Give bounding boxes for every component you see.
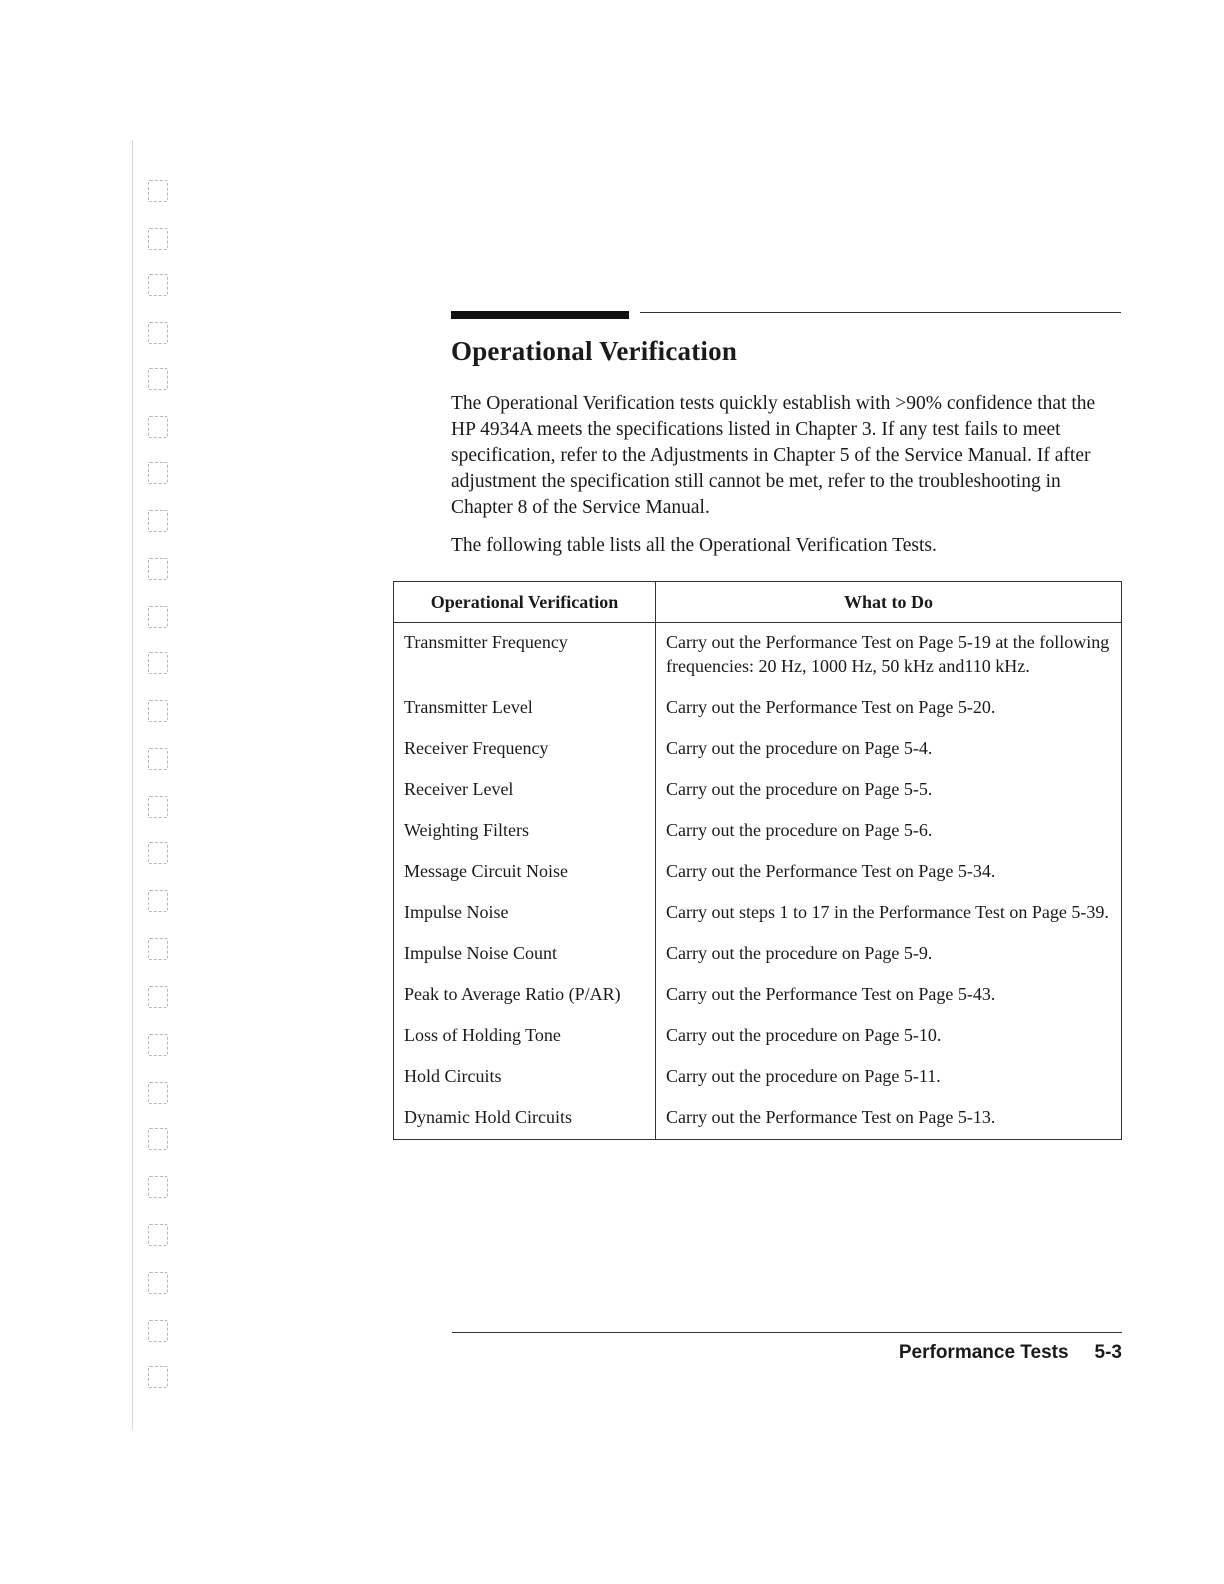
binder-hole (148, 462, 168, 484)
table-row (394, 623, 1122, 689)
section-rule-thick (451, 311, 629, 319)
footer-rule (452, 1332, 1122, 1333)
test-name-cell: Transmitter Frequency (394, 623, 656, 689)
procedure-cell: Carry out the Performance Test on Page 5-13. (666, 1107, 996, 1127)
table-intro-paragraph: The following table lists all the Operational Verification Tests. (451, 535, 937, 556)
table-row (394, 1057, 1122, 1098)
table-row (394, 934, 1122, 975)
section-rule-thin (640, 312, 1121, 313)
binder-hole (148, 180, 168, 202)
test-name-cell: Impulse Noise Count (394, 934, 656, 975)
binder-hole (148, 1272, 168, 1294)
table-row (394, 1098, 1122, 1140)
binder-hole (148, 1082, 168, 1104)
table-row (394, 852, 1122, 893)
procedure-cell: Carry out the procedure on Page 5-5. (666, 779, 933, 799)
binder-hole (148, 606, 168, 628)
procedure-cell: Carry out the procedure on Page 5-10. (666, 1025, 942, 1045)
binder-hole (148, 558, 168, 580)
page-number: 5-3 (1094, 1342, 1122, 1363)
procedure-cell: Carry out the procedure on Page 5-6. (666, 820, 933, 840)
binder-hole (148, 748, 168, 770)
intro-paragraph: The Operational Verification tests quickly establish with >90% confidence that the HP 4934A meets the specifications listed in Chapter 3. If any test fails to meet specification, refer to the Adjustments in Chapter 5 of the Service Manual. If after adjustment the specification still cannot be met, refer to the troubleshooting in Chapter 8 of the Service Manual. (451, 393, 1096, 518)
test-name-cell: Hold Circuits (394, 1057, 656, 1098)
binder-hole (148, 274, 168, 296)
table-header-row (394, 582, 1122, 623)
procedure-cell: Carry out steps 1 to 17 in the Performance Test on Page 5-39. (666, 902, 1109, 922)
procedure-cell: Carry out the Performance Test on Page 5-20. (666, 697, 996, 717)
binder-hole (148, 1034, 168, 1056)
binder-hole (148, 416, 168, 438)
binder-hole (148, 796, 168, 818)
procedure-cell: Carry out the Performance Test on Page 5-43. (666, 984, 996, 1004)
test-name-cell: Dynamic Hold Circuits (394, 1098, 656, 1140)
binder-hole (148, 322, 168, 344)
table-row (394, 975, 1122, 1016)
test-name-cell: Receiver Level (394, 770, 656, 811)
binder-hole (148, 890, 168, 912)
test-name-cell: Transmitter Level (394, 688, 656, 729)
binder-hole (148, 700, 168, 722)
test-name-cell: Impulse Noise (394, 893, 656, 934)
procedure-cell: Carry out the procedure on Page 5-9. (666, 943, 933, 963)
binder-hole (148, 1128, 168, 1150)
test-name-cell: Loss of Holding Tone (394, 1016, 656, 1057)
test-name-cell: Peak to Average Ratio (P/AR) (394, 975, 656, 1016)
table-row (394, 893, 1122, 934)
binder-hole (148, 1224, 168, 1246)
binder-hole (148, 1320, 168, 1342)
procedure-cell: Carry out the Performance Test on Page 5-34. (666, 861, 996, 881)
operational-verification-table (393, 581, 1122, 1140)
column-header-verification: Operational Verification (394, 582, 656, 623)
footer-chapter-title: Performance Tests (898, 1342, 1069, 1363)
binder-hole (148, 510, 168, 532)
column-header-what-to-do: What to Do (656, 582, 1122, 623)
binder-hole (148, 842, 168, 864)
table-row (394, 688, 1122, 729)
binder-hole (148, 1176, 168, 1198)
page-footer (899, 1342, 1122, 1364)
section-title: Operational Verification (451, 336, 738, 366)
table-row (394, 811, 1122, 852)
binder-hole (148, 986, 168, 1008)
binder-hole (148, 938, 168, 960)
binder-hole (148, 652, 168, 674)
test-name-cell: Weighting Filters (394, 811, 656, 852)
table-row (394, 729, 1122, 770)
binder-hole (148, 1366, 168, 1388)
test-name-cell: Message Circuit Noise (394, 852, 656, 893)
binder-hole (148, 228, 168, 250)
table-row (394, 1016, 1122, 1057)
table-row (394, 770, 1122, 811)
procedure-cell: Carry out the procedure on Page 5-11. (666, 1066, 941, 1086)
binder-hole (148, 368, 168, 390)
binder-holes (132, 140, 182, 1430)
procedure-cell: Carry out the Performance Test on Page 5-19 at the following frequencies: 20 Hz, 1000 Hz, 50 kHz and110 kHz. (666, 632, 1110, 676)
procedure-cell: Carry out the procedure on Page 5-4. (666, 738, 933, 758)
test-name-cell: Receiver Frequency (394, 729, 656, 770)
